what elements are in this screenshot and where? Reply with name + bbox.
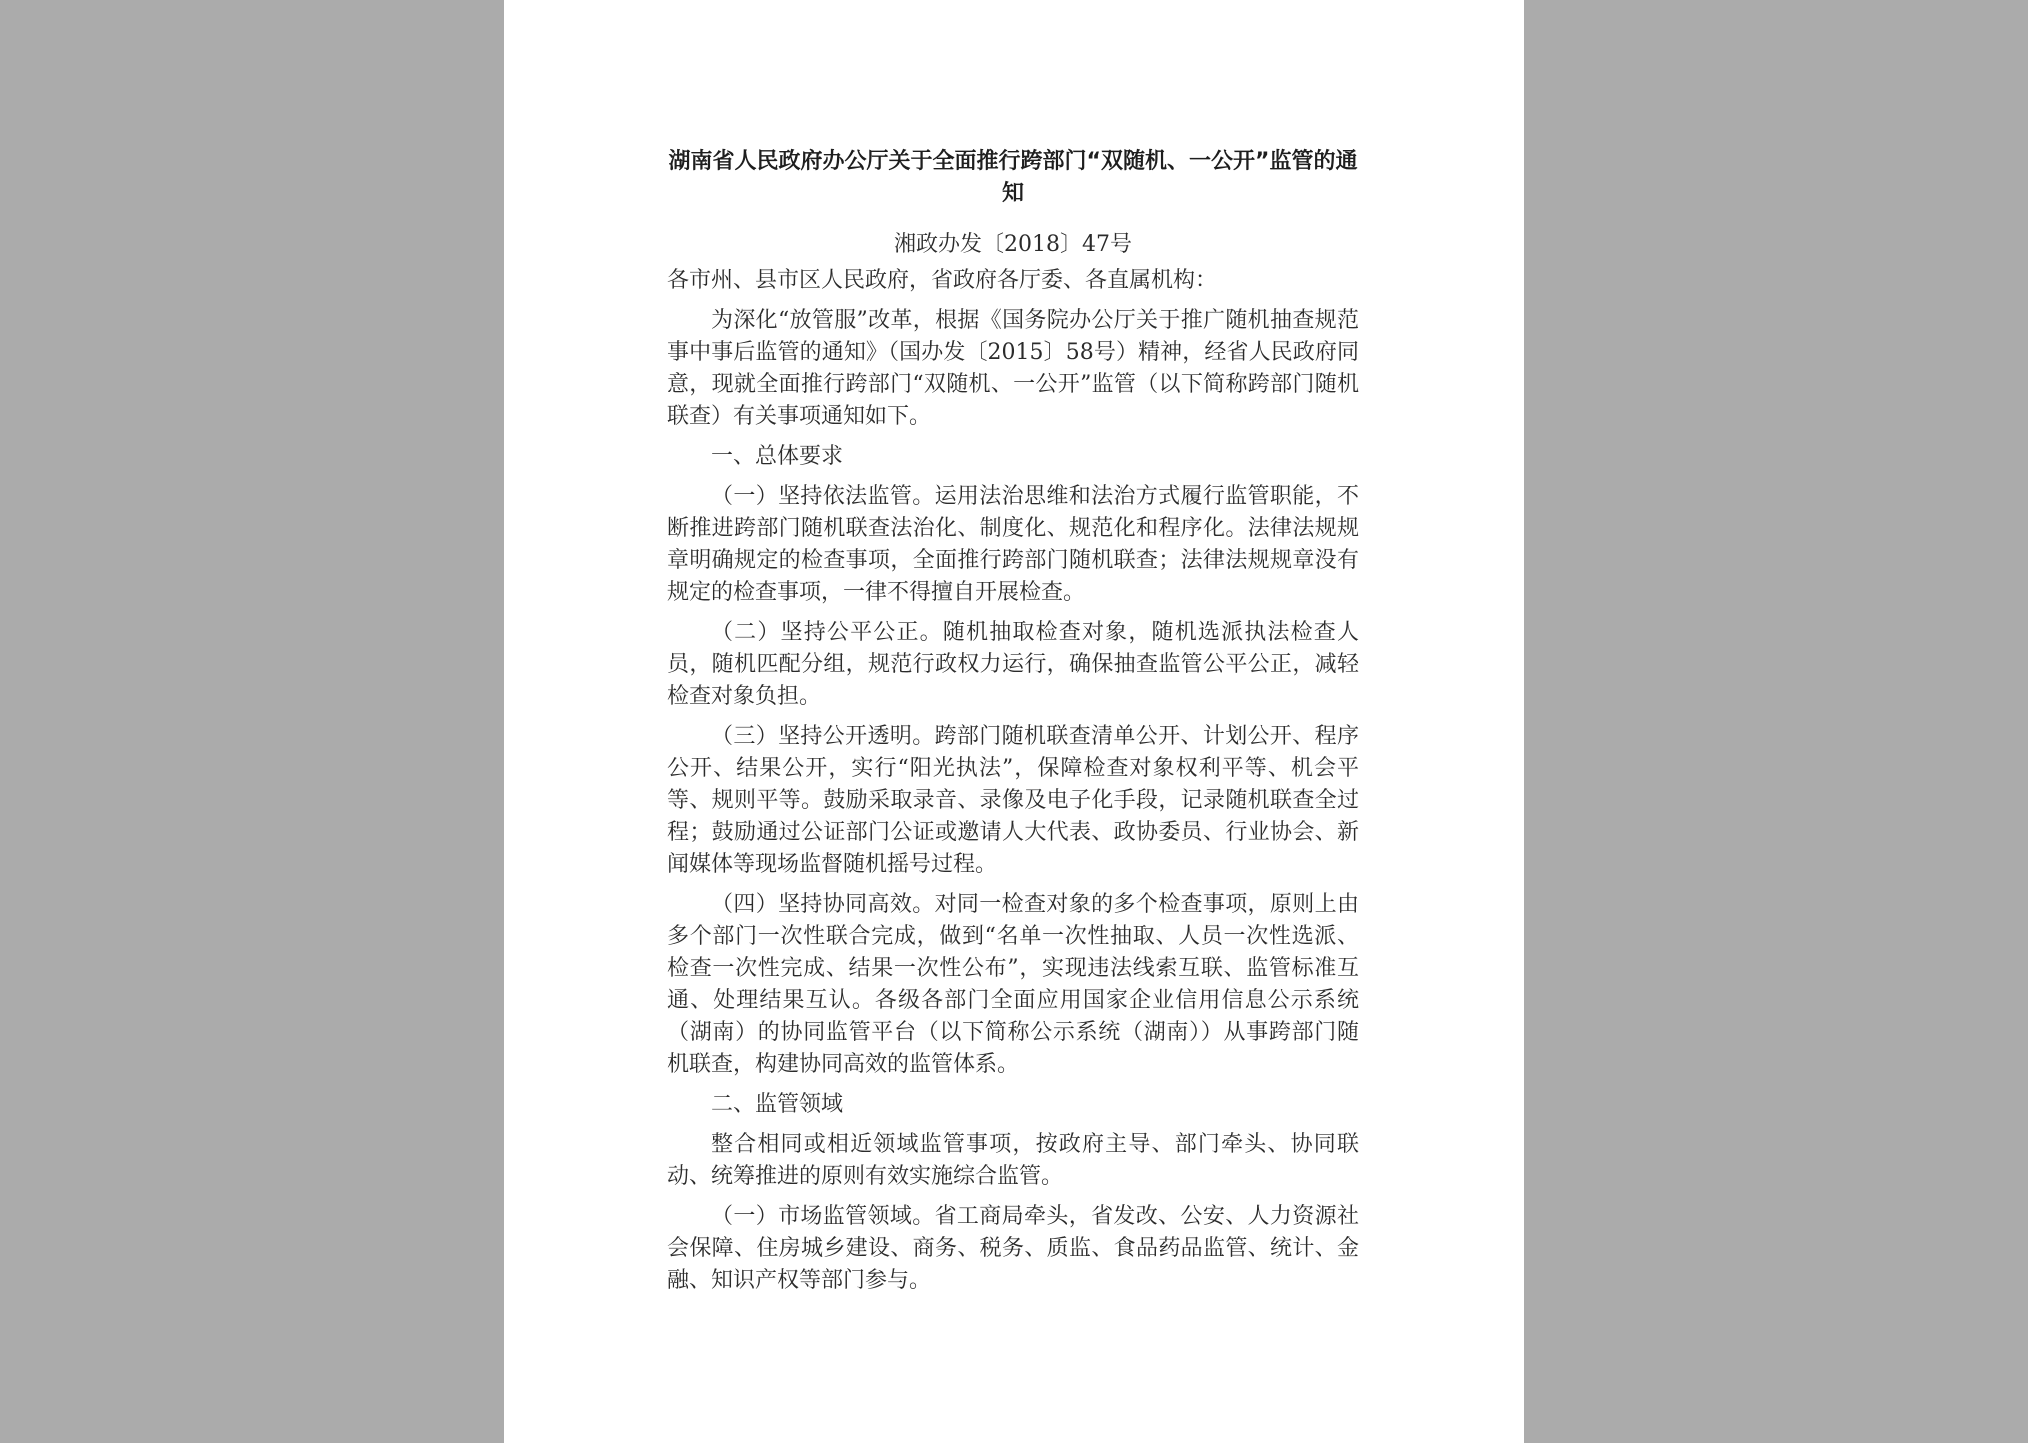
paragraph-market-supervision: （一）市场监管领域。省工商局牵头，省发改、公安、人力资源社会保障、住房城乡建设、商务、税务、质监、食品药品监管、统计、金融、知识产权等部门参与。 [667,1204,1359,1293]
document-title: 湖南省人民政府办公厅关于全面推行跨部门“双随机、一公开”监管的通知 [668,149,1358,206]
intro-paragraph: 为深化“放管服”改革，根据《国务院办公厅关于推广随机抽查规范事中事后监管的通知》（国办发〔2015〕58号）精神，经省人民政府同意，现就全面推行跨部门“双随机、一公开”监管（以下简称跨部门随机联查）有关事项通知如下。 [667,308,1359,429]
addressee: 各市州、县市区人民政府，省政府各厅委、各直属机构： [667,268,1218,293]
paragraph-transparency: （三）坚持公开透明。跨部门随机联查清单公开、计划公开、程序公开、结果公开，实行“阳光执法”，保障检查对象权利平等、机会平等、规则平等。鼓励采取录音、录像及电子化手段，记录随机联查全过程；鼓励通过公证部门公证或邀请人大代表、政协委员、行业协会、新闻媒体等现场监督随机摇号过程。 [667,724,1359,877]
paragraph-lawful-supervision: （一）坚持依法监管。运用法治思维和法治方式履行监管职能，不断推进跨部门随机联查法治化、制度化、规范化和程序化。法律法规规章明确规定的检查事项，全面推行跨部门随机联查；法律法规规章没有规定的检查事项，一律不得擅自开展检查。 [667,484,1359,605]
section-heading-general-requirements: 一、总体要求 [711,444,844,469]
section-heading-supervision-fields: 二、监管领域 [711,1092,844,1117]
document-number: 湘政办发〔2018〕47号 [894,232,1132,257]
paragraph-fairness: （二）坚持公平公正。随机抽取检查对象，随机选派执法检查人员，随机匹配分组，规范行政权力运行，确保抽查监管公平公正，减轻检查对象负担。 [667,620,1359,709]
paragraph-supervision-intro: 整合相同或相近领域监管事项，按政府主导、部门牵头、协同联动、统筹推进的原则有效实施综合监管。 [667,1132,1359,1189]
document-page [504,0,1524,1443]
paragraph-coordination: （四）坚持协同高效。对同一检查对象的多个检查事项，原则上由多个部门一次性联合完成，做到“名单一次性抽取、人员一次性选派、检查一次性完成、结果一次性公布”，实现违法线索互联、监管标准互通、处理结果互认。各级各部门全面应用国家企业信用信息公示系统（湖南）的协同监管平台（以下简称公示系统（湖南））从事跨部门随机联查，构建协同高效的监管体系。 [667,892,1359,1077]
